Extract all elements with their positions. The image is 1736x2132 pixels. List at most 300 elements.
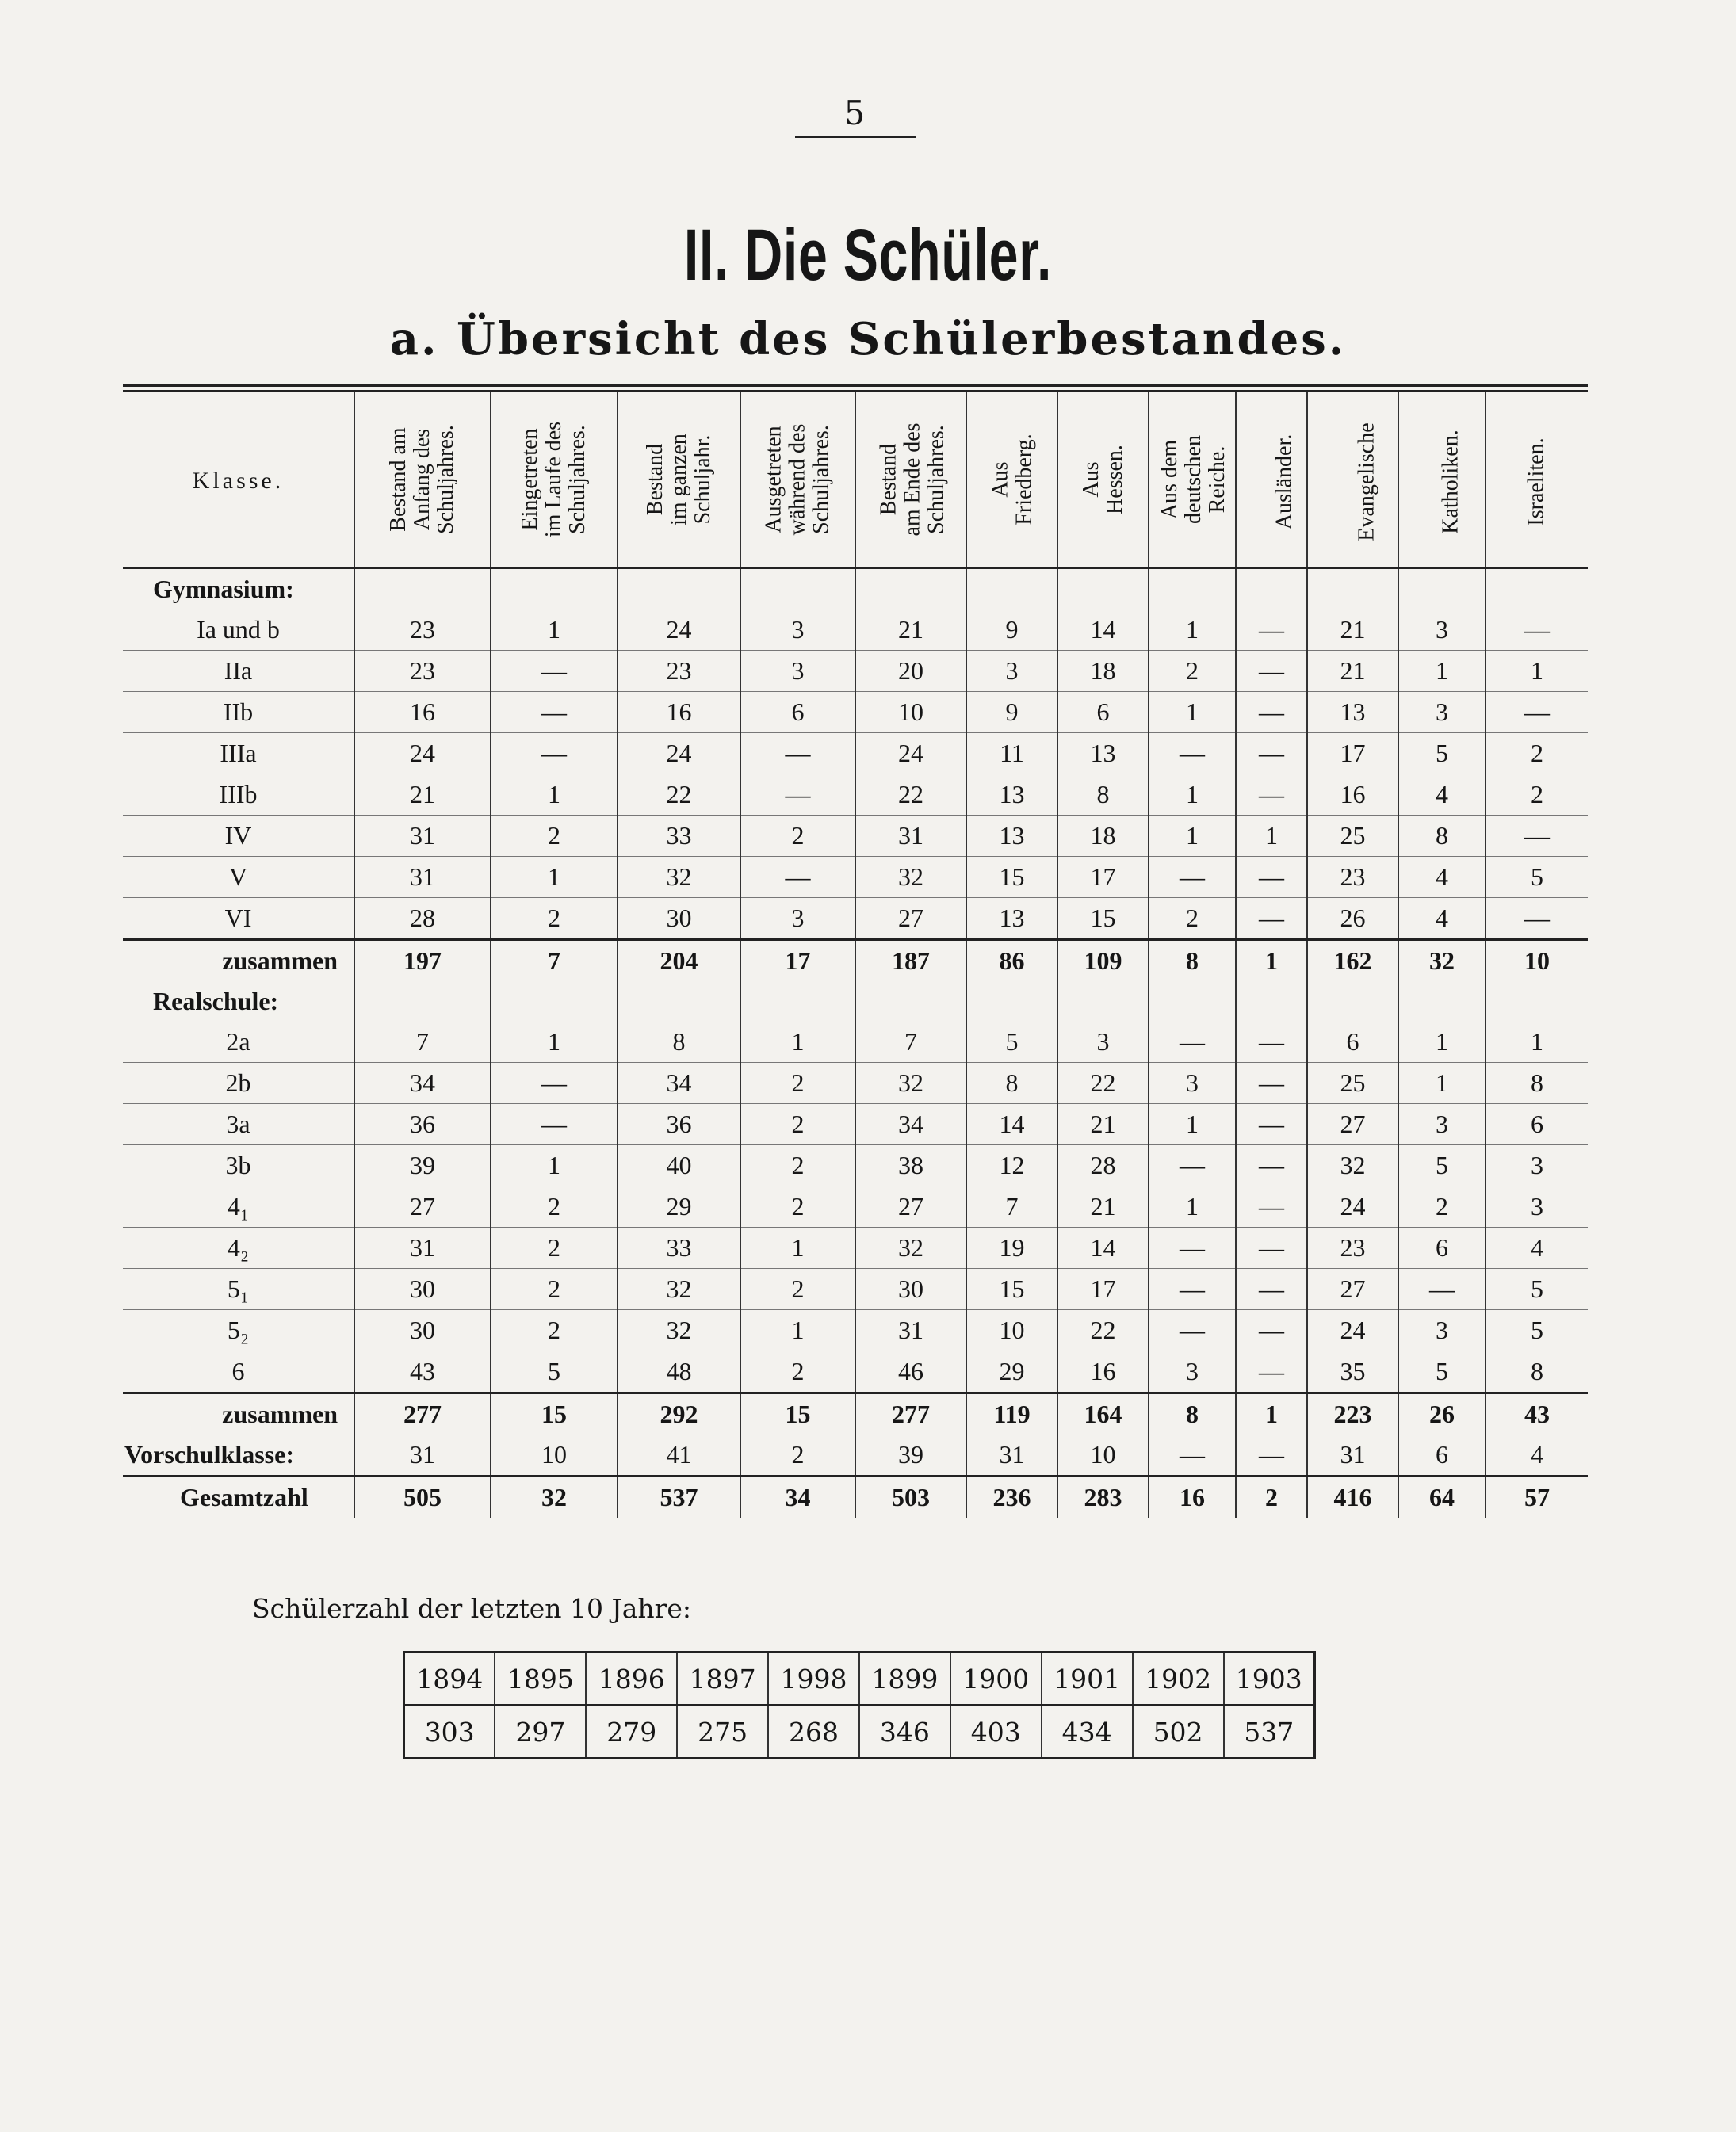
class-label: 3b [123,1145,354,1186]
table-cell: 21 [1307,651,1398,692]
table-cell: 14 [966,1104,1057,1145]
empty-cell [1057,568,1149,610]
empty-cell [740,981,855,1022]
empty-cell [354,568,491,610]
table-cell: — [1149,1310,1236,1351]
table-cell: 277 [855,1393,966,1435]
table-cell: 6 [1398,1228,1486,1269]
table-cell: 11 [966,733,1057,774]
table-cell: 16 [1307,774,1398,816]
table-cell: 3 [740,898,855,940]
table-cell: 2 [491,1186,618,1228]
table-cell: 36 [618,1104,740,1145]
table-cell: 43 [354,1351,491,1393]
year-cell: 1901 [1042,1652,1133,1706]
table-cell: 27 [855,1186,966,1228]
table-cell: 2 [740,1104,855,1145]
class-label: V [123,857,354,898]
table-cell: — [491,692,618,733]
table-cell: 17 [1307,733,1398,774]
table-cell: 7 [491,940,618,982]
column-header-text [1356,422,1379,541]
table-cell: 109 [1057,940,1149,982]
table-cell: 8 [1149,940,1236,982]
table-cell: 7 [855,1022,966,1063]
table-cell: — [1486,898,1588,940]
column-header-text [387,425,458,534]
table-cell: 2 [1486,733,1588,774]
table-cell: — [491,1104,618,1145]
table-cell: — [1149,1228,1236,1269]
table-cell: 6 [1307,1022,1398,1063]
section-header-row [123,568,1588,610]
table-row [123,857,1588,898]
table-cell: 13 [1307,692,1398,733]
count-cell: 346 [859,1706,950,1759]
empty-cell [855,981,966,1022]
table-cell: 22 [1057,1310,1149,1351]
count-cell: 279 [586,1706,677,1759]
table-row [123,1063,1588,1104]
table-cell: 24 [855,733,966,774]
count-cell: 537 [1224,1706,1315,1759]
class-label: 2b [123,1063,354,1104]
table-cell: — [491,733,618,774]
table-cell: — [1236,733,1307,774]
subtotal-label: zusammen [123,940,354,982]
column-header-text [878,422,949,536]
table-header [123,388,1588,568]
table-cell: 1 [1398,651,1486,692]
empty-cell [740,568,855,610]
count-cell: 297 [495,1706,586,1759]
table-row [123,816,1588,857]
empty-cell [618,568,740,610]
table-cell: 2 [491,1269,618,1310]
table-cell: 22 [855,774,966,816]
table-cell: 1 [491,609,618,651]
table-cell: — [1236,1269,1307,1310]
column-header [1307,388,1398,568]
year-cell: 1900 [950,1652,1042,1706]
table-cell: 7 [354,1022,491,1063]
table-row [123,609,1588,651]
table-cell: 5 [1398,733,1486,774]
counts-row [404,1706,1315,1759]
table-cell: 6 [1486,1104,1588,1145]
table-cell: 30 [354,1310,491,1351]
table-cell: 17 [740,940,855,982]
table-cell: 4 [1398,774,1486,816]
table-cell: 10 [491,1435,618,1477]
table-cell: 30 [618,898,740,940]
table-cell: 2 [1149,651,1236,692]
table-cell: 30 [354,1269,491,1310]
table-cell: 32 [618,1310,740,1351]
column-header-text [1525,437,1549,525]
count-cell: 434 [1042,1706,1133,1759]
table-cell: 2 [740,1435,855,1477]
table-cell: 19 [966,1228,1057,1269]
table-cell: — [1236,692,1307,733]
table-cell: 46 [855,1351,966,1393]
table-cell: 18 [1057,651,1149,692]
section-subtitle: a. Übersicht des Schülerbestandes. [389,313,1347,365]
table-cell: 1 [1149,816,1236,857]
table-row [123,1022,1588,1063]
table-cell: 16 [354,692,491,733]
table-cell: 32 [1307,1145,1398,1186]
column-header-text [518,421,590,537]
table-cell: 2 [491,1228,618,1269]
table-cell: 30 [855,1269,966,1310]
table-cell: 32 [855,1063,966,1104]
table-cell: — [1398,1269,1486,1310]
table-cell: 1 [1486,1022,1588,1063]
table-cell: 41 [618,1435,740,1477]
column-header-text [1440,430,1463,533]
table-cell: 2 [740,1351,855,1393]
table-cell: 6 [1057,692,1149,733]
column-header [1398,388,1486,568]
class-label: 4₁ [123,1186,354,1228]
column-header-line: im Laufe des [541,421,566,537]
table-cell: 1 [1236,1393,1307,1435]
table-cell: 48 [618,1351,740,1393]
column-header [1486,388,1588,568]
table-cell: 236 [966,1477,1057,1519]
count-cell: 275 [677,1706,768,1759]
subtotal-row [123,940,1588,982]
year-cell: 1896 [586,1652,677,1706]
column-header-line: Bestand [642,443,667,515]
table-row [123,1310,1588,1351]
table-cell: 31 [966,1435,1057,1477]
grand-total-row [123,1477,1588,1519]
table-cell: 10 [855,692,966,733]
table-cell: 1 [1236,816,1307,857]
class-label: IV [123,816,354,857]
page-number: 5 [843,94,866,132]
table-cell: 8 [1398,816,1486,857]
table-cell: 22 [1057,1063,1149,1104]
table-cell: 31 [354,1228,491,1269]
class-label: 2a [123,1022,354,1063]
table-cell: 24 [618,609,740,651]
table-cell: — [1236,1435,1307,1477]
table-cell: 8 [618,1022,740,1063]
table-cell: 32 [1398,940,1486,982]
table-cell: 18 [1057,816,1149,857]
table-cell: 8 [966,1063,1057,1104]
table-cell: 6 [740,692,855,733]
table-cell: 5 [1398,1145,1486,1186]
table-cell: 24 [1307,1310,1398,1351]
class-label: 4₂ [123,1228,354,1269]
table-cell: 3 [1149,1351,1236,1393]
table-cell: 283 [1057,1477,1149,1519]
table-cell: 31 [855,816,966,857]
table-cell: 1 [491,1145,618,1186]
column-header-line: Bestand am [385,426,411,532]
table-cell: 204 [618,940,740,982]
column-header-text [644,434,715,525]
empty-cell [1398,981,1486,1022]
table-cell: 17 [1057,857,1149,898]
table-cell: 8 [1149,1393,1236,1435]
table-cell: 5 [1398,1351,1486,1393]
table-cell: 3 [1398,1310,1486,1351]
column-header [491,388,618,568]
column-header-line: Reiche. [1204,445,1229,513]
vorschule-label: Vorschulklasse: [123,1435,354,1477]
table-cell: 5 [1486,857,1588,898]
empty-cell [354,981,491,1022]
table-cell: 31 [1307,1435,1398,1477]
column-header-text [989,434,1037,525]
table-cell: 10 [1486,940,1588,982]
table-cell: 5 [1486,1310,1588,1351]
table-cell: — [1236,1063,1307,1104]
table-cell: — [1486,609,1588,651]
table-cell: 32 [491,1477,618,1519]
count-cell: 403 [950,1706,1042,1759]
grand-total-label: Gesamtzahl [180,1483,308,1511]
year-cell: 1902 [1133,1652,1224,1706]
table-cell: 28 [354,898,491,940]
subtotal-label: zusammen [123,1393,354,1435]
column-header-line: Katholiken. [1438,429,1463,534]
empty-cell [1398,568,1486,610]
column-header-line: deutschen [1180,434,1206,524]
class-label: IIb [123,692,354,733]
table-cell: 292 [618,1393,740,1435]
table-cell: 1 [491,1022,618,1063]
section-label: Gymnasium: [153,575,294,603]
table-cell: 10 [1057,1435,1149,1477]
table-cell: — [1236,1022,1307,1063]
table-body [123,568,1588,1519]
table-cell: 3 [740,609,855,651]
table-cell: 32 [618,857,740,898]
table-cell: 4 [1398,898,1486,940]
table-cell: 2 [740,1063,855,1104]
table-cell: 1 [1149,1104,1236,1145]
column-header [966,388,1057,568]
table-cell: 32 [618,1269,740,1310]
empty-cell [966,981,1057,1022]
table-cell: 34 [354,1063,491,1104]
table-cell: 21 [855,609,966,651]
header-row [123,388,1588,568]
table-cell: 16 [1149,1477,1236,1519]
table-cell: 1 [1398,1063,1486,1104]
table-cell: 4 [1486,1228,1588,1269]
table-cell: 57 [1486,1477,1588,1519]
table-cell: 39 [855,1435,966,1477]
column-header-line: Evangelische [1354,422,1379,541]
bleed-through-text [151,139,159,170]
empty-cell [1149,981,1236,1022]
column-header-line: Anfang des [409,428,434,530]
table-cell: 3 [1486,1186,1588,1228]
table-cell: 537 [618,1477,740,1519]
column-header-line: Schuljahres. [809,424,834,534]
empty-cell [1236,981,1307,1022]
table-row [123,1228,1588,1269]
table-cell: 5 [491,1351,618,1393]
table-cell: 2 [740,816,855,857]
column-header-line: Ausgetreten [761,425,786,533]
table-cell: 3 [1398,692,1486,733]
table-cell: 14 [1057,609,1149,651]
table-cell: — [1236,1145,1307,1186]
table-cell: 23 [1307,857,1398,898]
table-row [123,1104,1588,1145]
table-cell: 5 [966,1022,1057,1063]
table-cell: 3 [1486,1145,1588,1186]
table-cell: 5 [1486,1269,1588,1310]
table-cell: 29 [618,1186,740,1228]
table-cell: 164 [1057,1393,1149,1435]
table-cell: 1 [1398,1022,1486,1063]
table-cell: 16 [618,692,740,733]
table-cell: 36 [354,1104,491,1145]
column-header [740,388,855,568]
table-cell: 13 [966,898,1057,940]
table-cell: 7 [966,1186,1057,1228]
column-header-line: am Ende des [900,422,925,537]
years-row [404,1652,1315,1706]
column-header [1149,388,1236,568]
table-cell: 21 [1307,609,1398,651]
year-cell: 1903 [1224,1652,1315,1706]
class-label: 5₂ [123,1310,354,1351]
table-cell: 31 [354,857,491,898]
table-row [123,692,1588,733]
table-row [123,774,1588,816]
empty-cell [491,568,618,610]
subtotal-row [123,1393,1588,1435]
table-cell: 1 [491,857,618,898]
column-header-line: Aus dem [1157,439,1182,519]
table-cell: 1 [1149,609,1236,651]
empty-cell [1149,568,1236,610]
table-cell: 33 [618,816,740,857]
table-cell: 1 [740,1310,855,1351]
table-cell: 1 [1149,774,1236,816]
class-label: IIa [123,651,354,692]
student-overview-table [123,384,1588,1518]
empty-cell [855,568,966,610]
section-label: Realschule: [153,987,279,1015]
table-cell: 24 [618,733,740,774]
class-label: 3a [123,1104,354,1145]
class-label: 6 [123,1351,354,1393]
table-cell: 2 [740,1269,855,1310]
table-cell: — [1149,857,1236,898]
column-header-line: während des [785,423,810,535]
column-header-line: im ganzen [666,433,691,525]
table-cell: 2 [491,816,618,857]
table-cell: 17 [1057,1269,1149,1310]
table-cell: 15 [966,1269,1057,1310]
table-cell: 2 [491,1310,618,1351]
table-row [123,733,1588,774]
table-cell: 2 [1398,1186,1486,1228]
empty-cell [966,568,1057,610]
table-cell: 15 [491,1393,618,1435]
column-header-line: Aus [1078,460,1103,498]
table-row [123,651,1588,692]
table-cell: 6 [1398,1435,1486,1477]
table-cell: 27 [1307,1269,1398,1310]
table-cell: 13 [966,816,1057,857]
table-cell: 1 [1486,651,1588,692]
column-header-line: Schuljahres. [923,424,949,534]
table-cell: 86 [966,940,1057,982]
column-header [855,388,966,568]
table-cell: 31 [354,816,491,857]
table-cell: 3 [966,651,1057,692]
table-cell: — [1236,1186,1307,1228]
table-cell: 9 [966,692,1057,733]
section-header-row [123,981,1588,1022]
table-cell: 503 [855,1477,966,1519]
empty-cell [1486,981,1588,1022]
column-header-line: Schuljahres. [433,424,458,534]
table-cell: 1 [1149,1186,1236,1228]
table-cell: 187 [855,940,966,982]
table-cell: 162 [1307,940,1398,982]
table-cell: 24 [1307,1186,1398,1228]
table-row [123,898,1588,940]
table-cell: 3 [1398,609,1486,651]
count-cell: 303 [404,1706,495,1759]
table-cell: — [1149,1435,1236,1477]
table-cell: 12 [966,1145,1057,1186]
column-header-text [1080,445,1127,514]
column-header [1057,388,1149,568]
column-header-line: Ausländer. [1271,434,1297,529]
table-cell: 1 [740,1022,855,1063]
table-cell: 197 [354,940,491,982]
table-cell: 13 [966,774,1057,816]
table-row [123,1351,1588,1393]
years-caption: Schülerzahl der letzten 10 Jahre: [252,1593,692,1624]
table-cell: 15 [1057,898,1149,940]
column-header-text [1158,435,1229,524]
table-cell: — [1236,774,1307,816]
table-cell: — [740,733,855,774]
table-row [123,1186,1588,1228]
column-header-text [762,423,833,535]
table-cell: — [740,774,855,816]
table-cell: 505 [354,1477,491,1519]
empty-cell [1307,568,1398,610]
column-header-line: Eingetreten [517,427,542,531]
table-cell: — [1236,857,1307,898]
page-number-rule [795,136,916,138]
column-header-text [1272,434,1296,529]
table-cell: — [1236,1228,1307,1269]
table-cell: — [1149,1022,1236,1063]
table-cell: 8 [1486,1351,1588,1393]
column-header-line: Bestand [876,443,901,515]
table-cell: 25 [1307,816,1398,857]
table-cell: 38 [855,1145,966,1186]
table-cell: 39 [354,1145,491,1186]
